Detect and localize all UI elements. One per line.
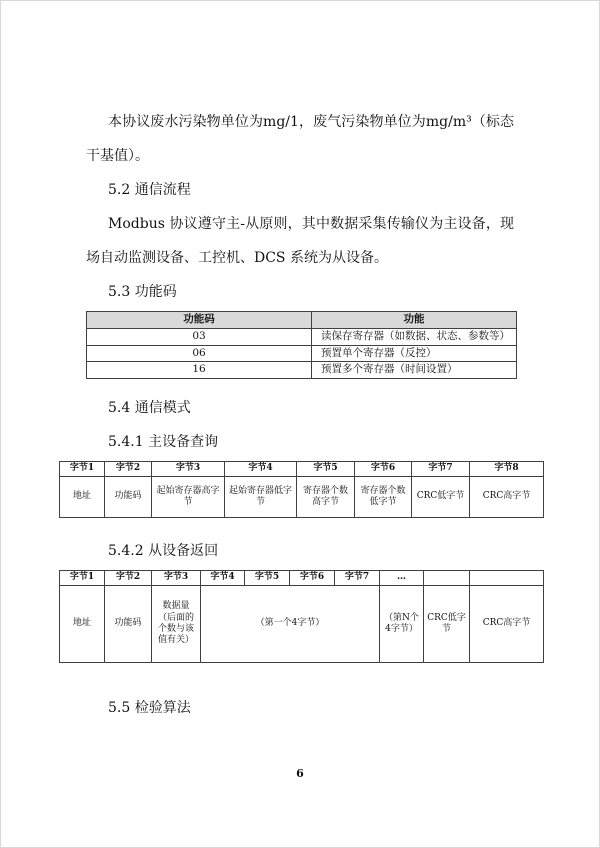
byte-header-row (60, 461, 544, 476)
table-row (87, 345, 517, 362)
column-header-byte3: 字节3 (152, 461, 225, 476)
table-cell-function-code: 功能码 (105, 585, 152, 662)
heading-5-4-2-slave-return: 5.4.2 从设备返回 (108, 542, 219, 559)
table-row (60, 476, 544, 517)
function-table-header-row (87, 312, 517, 329)
column-header-byte2: 字节2 (105, 461, 152, 476)
column-header-blank (470, 570, 544, 585)
table-cell-register-count-low: 寄存器个数低字节 (355, 476, 412, 517)
table-cell-register-count-high: 寄存器个数高字节 (297, 476, 355, 517)
table-cell-crc-low: CRC低字节 (424, 585, 470, 662)
heading-5-5-check-algorithm: 5.5 检验算法 (108, 699, 191, 716)
column-header-byte8: 字节8 (470, 461, 544, 476)
table-cell-address: 地址 (60, 476, 105, 517)
page-content (1, 1, 599, 725)
column-header-byte5: 字节5 (245, 570, 290, 585)
column-header-byte4: 字节4 (225, 461, 297, 476)
table-row (87, 329, 517, 346)
heading-5-4-1-master-query: 5.4.1 主设备查询 (108, 433, 219, 450)
table-cell-data-count: 数据量（后面的个数与该值有关） (152, 585, 201, 662)
heading-5-4-communication-mode: 5.4 通信模式 (108, 399, 191, 416)
function-desc-cell: 预置单个寄存器（反控） (312, 345, 517, 362)
column-header-byte1: 字节1 (60, 461, 105, 476)
table-cell-nth-4bytes: （第N个4字节） (380, 585, 424, 662)
column-header-byte2: 字节2 (105, 570, 152, 585)
heading-5-3-function-codes: 5.3 功能码 (108, 284, 177, 300)
table-row (60, 585, 544, 662)
table-row (87, 362, 517, 379)
column-header-byte3: 字节3 (152, 570, 201, 585)
paragraph-modbus-principle: Modbus 协议遵守主-从原则，其中数据采集传输仪为主设备，现场自动监测设备、工控机、DCS 系统为从设备。 (86, 216, 514, 266)
table-cell-crc-low: CRC低字节 (412, 476, 470, 517)
column-header-byte4: 字节4 (201, 570, 245, 585)
table-cell-address: 地址 (60, 585, 105, 662)
column-header-ellipsis: … (380, 570, 424, 585)
page-number: 6 (296, 767, 304, 780)
column-header-function: 功能 (312, 312, 517, 329)
function-code-cell: 16 (87, 362, 312, 379)
function-code-cell: 06 (87, 345, 312, 362)
master-query-table (59, 461, 544, 518)
function-code-cell: 03 (87, 329, 312, 346)
heading-5-2-communication-flow: 5.2 通信流程 (108, 182, 191, 198)
column-header-byte1: 字节1 (60, 570, 105, 585)
table-cell-crc-high: CRC高字节 (470, 476, 544, 517)
function-desc-cell: 读保存寄存器（如数据、状态、参数等） (312, 329, 517, 346)
table-cell-start-register-low: 起始寄存器低字节 (225, 476, 297, 517)
table-cell-first-4bytes: （第一个4字节） (201, 585, 380, 662)
table-cell-function-code: 功能码 (105, 476, 152, 517)
column-header-byte7: 字节7 (335, 570, 380, 585)
table-cell-start-register-high: 起始寄存器高字节 (152, 476, 225, 517)
table-cell-crc-high: CRC高字节 (470, 585, 544, 662)
column-header-byte5: 字节5 (297, 461, 355, 476)
function-code-table (86, 311, 517, 379)
column-header-byte7: 字节7 (412, 461, 470, 476)
byte-header-row (60, 570, 544, 585)
paragraph-pollutant-units: 本协议废水污染物单位为mg/1，废气污染物单位为mg/m³（标态干基值）。 (86, 114, 514, 164)
slave-return-table (59, 570, 544, 663)
column-header-byte6: 字节6 (290, 570, 335, 585)
function-desc-cell: 预置多个寄存器（时间设置） (312, 362, 517, 379)
column-header-byte6: 字节6 (355, 461, 412, 476)
column-header-function-code: 功能码 (87, 312, 312, 329)
column-header-blank (424, 570, 470, 585)
